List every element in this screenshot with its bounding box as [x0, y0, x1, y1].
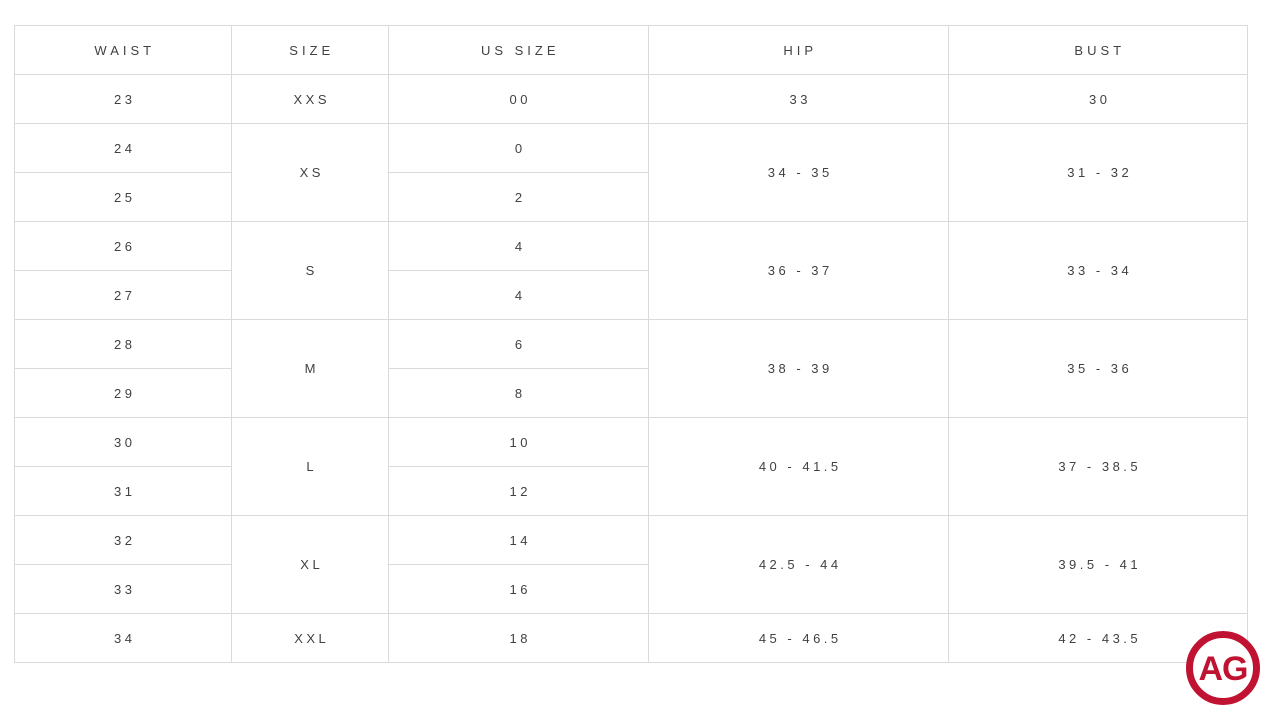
table-row: [15, 614, 1248, 663]
cell-bust: 42 - 43.5: [949, 614, 1248, 663]
size-chart-head: [15, 26, 1248, 75]
cell-waist: 24: [15, 124, 232, 173]
cell-size: XXL: [232, 614, 389, 663]
brand-logo-text: AG: [1198, 650, 1248, 688]
column-header: WAIST: [15, 26, 232, 75]
cell-hip: 45 - 46.5: [649, 614, 949, 663]
cell-size: XL: [232, 516, 389, 614]
cell-us-size: 2: [389, 173, 649, 222]
cell-us-size: 0: [389, 124, 649, 173]
cell-size: XXS: [232, 75, 389, 124]
cell-waist: 30: [15, 418, 232, 467]
cell-waist: 28: [15, 320, 232, 369]
table-row: [15, 222, 1248, 271]
table-row: [15, 75, 1248, 124]
cell-us-size: 16: [389, 565, 649, 614]
column-header: SIZE: [232, 26, 389, 75]
table-row: [15, 320, 1248, 369]
size-chart-table: [14, 25, 1248, 663]
cell-hip: 38 - 39: [649, 320, 949, 418]
cell-size: XS: [232, 124, 389, 222]
cell-waist: 34: [15, 614, 232, 663]
cell-waist: 33: [15, 565, 232, 614]
cell-bust: 33 - 34: [949, 222, 1248, 320]
cell-us-size: 6: [389, 320, 649, 369]
cell-waist: 27: [15, 271, 232, 320]
table-row: [15, 418, 1248, 467]
cell-bust: 39.5 - 41: [949, 516, 1248, 614]
cell-hip: 33: [649, 75, 949, 124]
column-header: HIP: [649, 26, 949, 75]
column-header: BUST: [949, 26, 1248, 75]
cell-us-size: 4: [389, 222, 649, 271]
table-row: [15, 124, 1248, 173]
table-row: [15, 516, 1248, 565]
cell-hip: 34 - 35: [649, 124, 949, 222]
cell-hip: 42.5 - 44: [649, 516, 949, 614]
cell-hip: 36 - 37: [649, 222, 949, 320]
cell-us-size: 00: [389, 75, 649, 124]
cell-hip: 40 - 41.5: [649, 418, 949, 516]
cell-us-size: 4: [389, 271, 649, 320]
size-chart-body: [15, 75, 1248, 663]
cell-us-size: 14: [389, 516, 649, 565]
column-header: US SIZE: [389, 26, 649, 75]
cell-size: L: [232, 418, 389, 516]
cell-bust: 30: [949, 75, 1248, 124]
cell-us-size: 8: [389, 369, 649, 418]
cell-us-size: 10: [389, 418, 649, 467]
cell-size: S: [232, 222, 389, 320]
cell-bust: 31 - 32: [949, 124, 1248, 222]
cell-bust: 35 - 36: [949, 320, 1248, 418]
cell-waist: 32: [15, 516, 232, 565]
cell-us-size: 18: [389, 614, 649, 663]
cell-waist: 31: [15, 467, 232, 516]
cell-bust: 37 - 38.5: [949, 418, 1248, 516]
cell-waist: 23: [15, 75, 232, 124]
brand-logo: [1186, 631, 1260, 705]
cell-waist: 25: [15, 173, 232, 222]
cell-size: M: [232, 320, 389, 418]
cell-waist: 26: [15, 222, 232, 271]
header-row: [15, 26, 1248, 75]
cell-us-size: 12: [389, 467, 649, 516]
cell-waist: 29: [15, 369, 232, 418]
